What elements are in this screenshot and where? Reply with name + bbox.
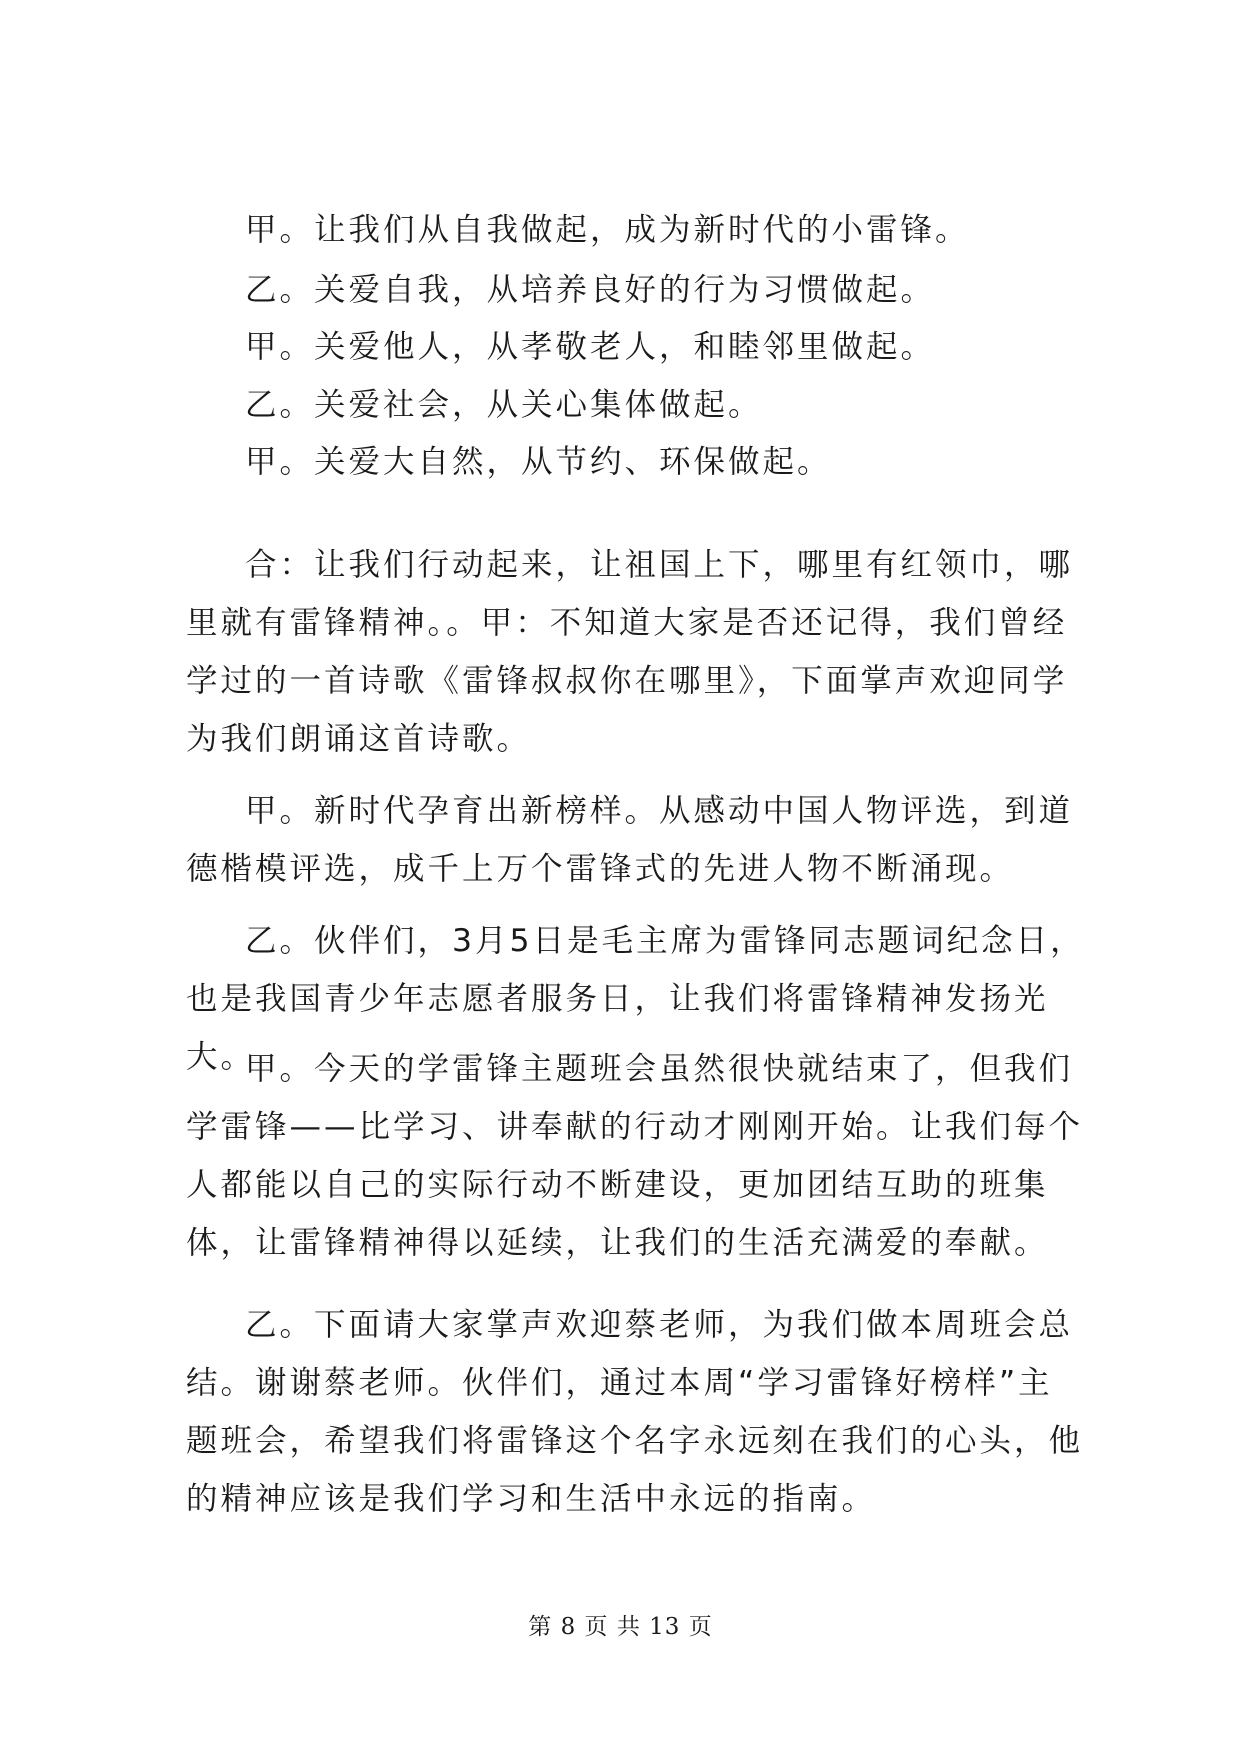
paragraph-5: 甲。关爱大自然，从节约、环保做起。 (245, 444, 832, 480)
paragraph-10: 乙。下面请大家掌声欢迎蔡老师，为我们做本周班会总结。谢谢蔡老师。伙伴们，通过本周“学习雷锋好榜样”主题班会，希望我们将雷锋这个名字永远刻在我们的心头，他的精神应该是我们学习和生活中永远的指南。 (186, 1307, 1084, 1517)
paragraph-3: 甲。关爱他人，从孝敬老人，和睦邻里做起。 (245, 329, 936, 365)
paragraph-6: 合：让我们行动起来，让祖国上下，哪里有红领巾，哪里就有雷锋精神。。甲：不知道大家是否还记得，我们曾经学过的一首诗歌《雷锋叔叔你在哪里》，下面掌声欢迎同学为我们朗诵这首诗歌。 (186, 547, 1074, 757)
paragraph-7: 甲。新时代孕育出新榜样。从感动中国人物评选，到道德楷模评选，成千上万个雷锋式的先进人物不断涌现。 (186, 793, 1074, 887)
paragraph-1: 甲。让我们从自我做起，成为新时代的小雷锋。 (245, 212, 970, 248)
paragraph-4: 乙。关爱社会，从关心集体做起。 (245, 387, 763, 423)
page-number-footer: 第 8 页 共 13 页 (528, 1614, 713, 1640)
paragraph-2: 乙。关爱自我，从培养良好的行为习惯做起。 (245, 272, 936, 308)
paragraph-8: 乙。伙伴们，3月5日是毛主席为雷锋同志题词纪念日，也是我国青少年志愿者服务日，让我们将雷锋精神发扬光大。 (186, 923, 1085, 1075)
paragraph-9: 甲。今天的学雷锋主题班会虽然很快就结束了，但我们学雷锋——比学习、讲奉献的行动才刚刚开始。让我们每个人都能以自己的实际行动不断建设，更加团结互助的班集体，让雷锋精神得以延续，让我们的生活充满爱的奉献。 (186, 1051, 1084, 1261)
